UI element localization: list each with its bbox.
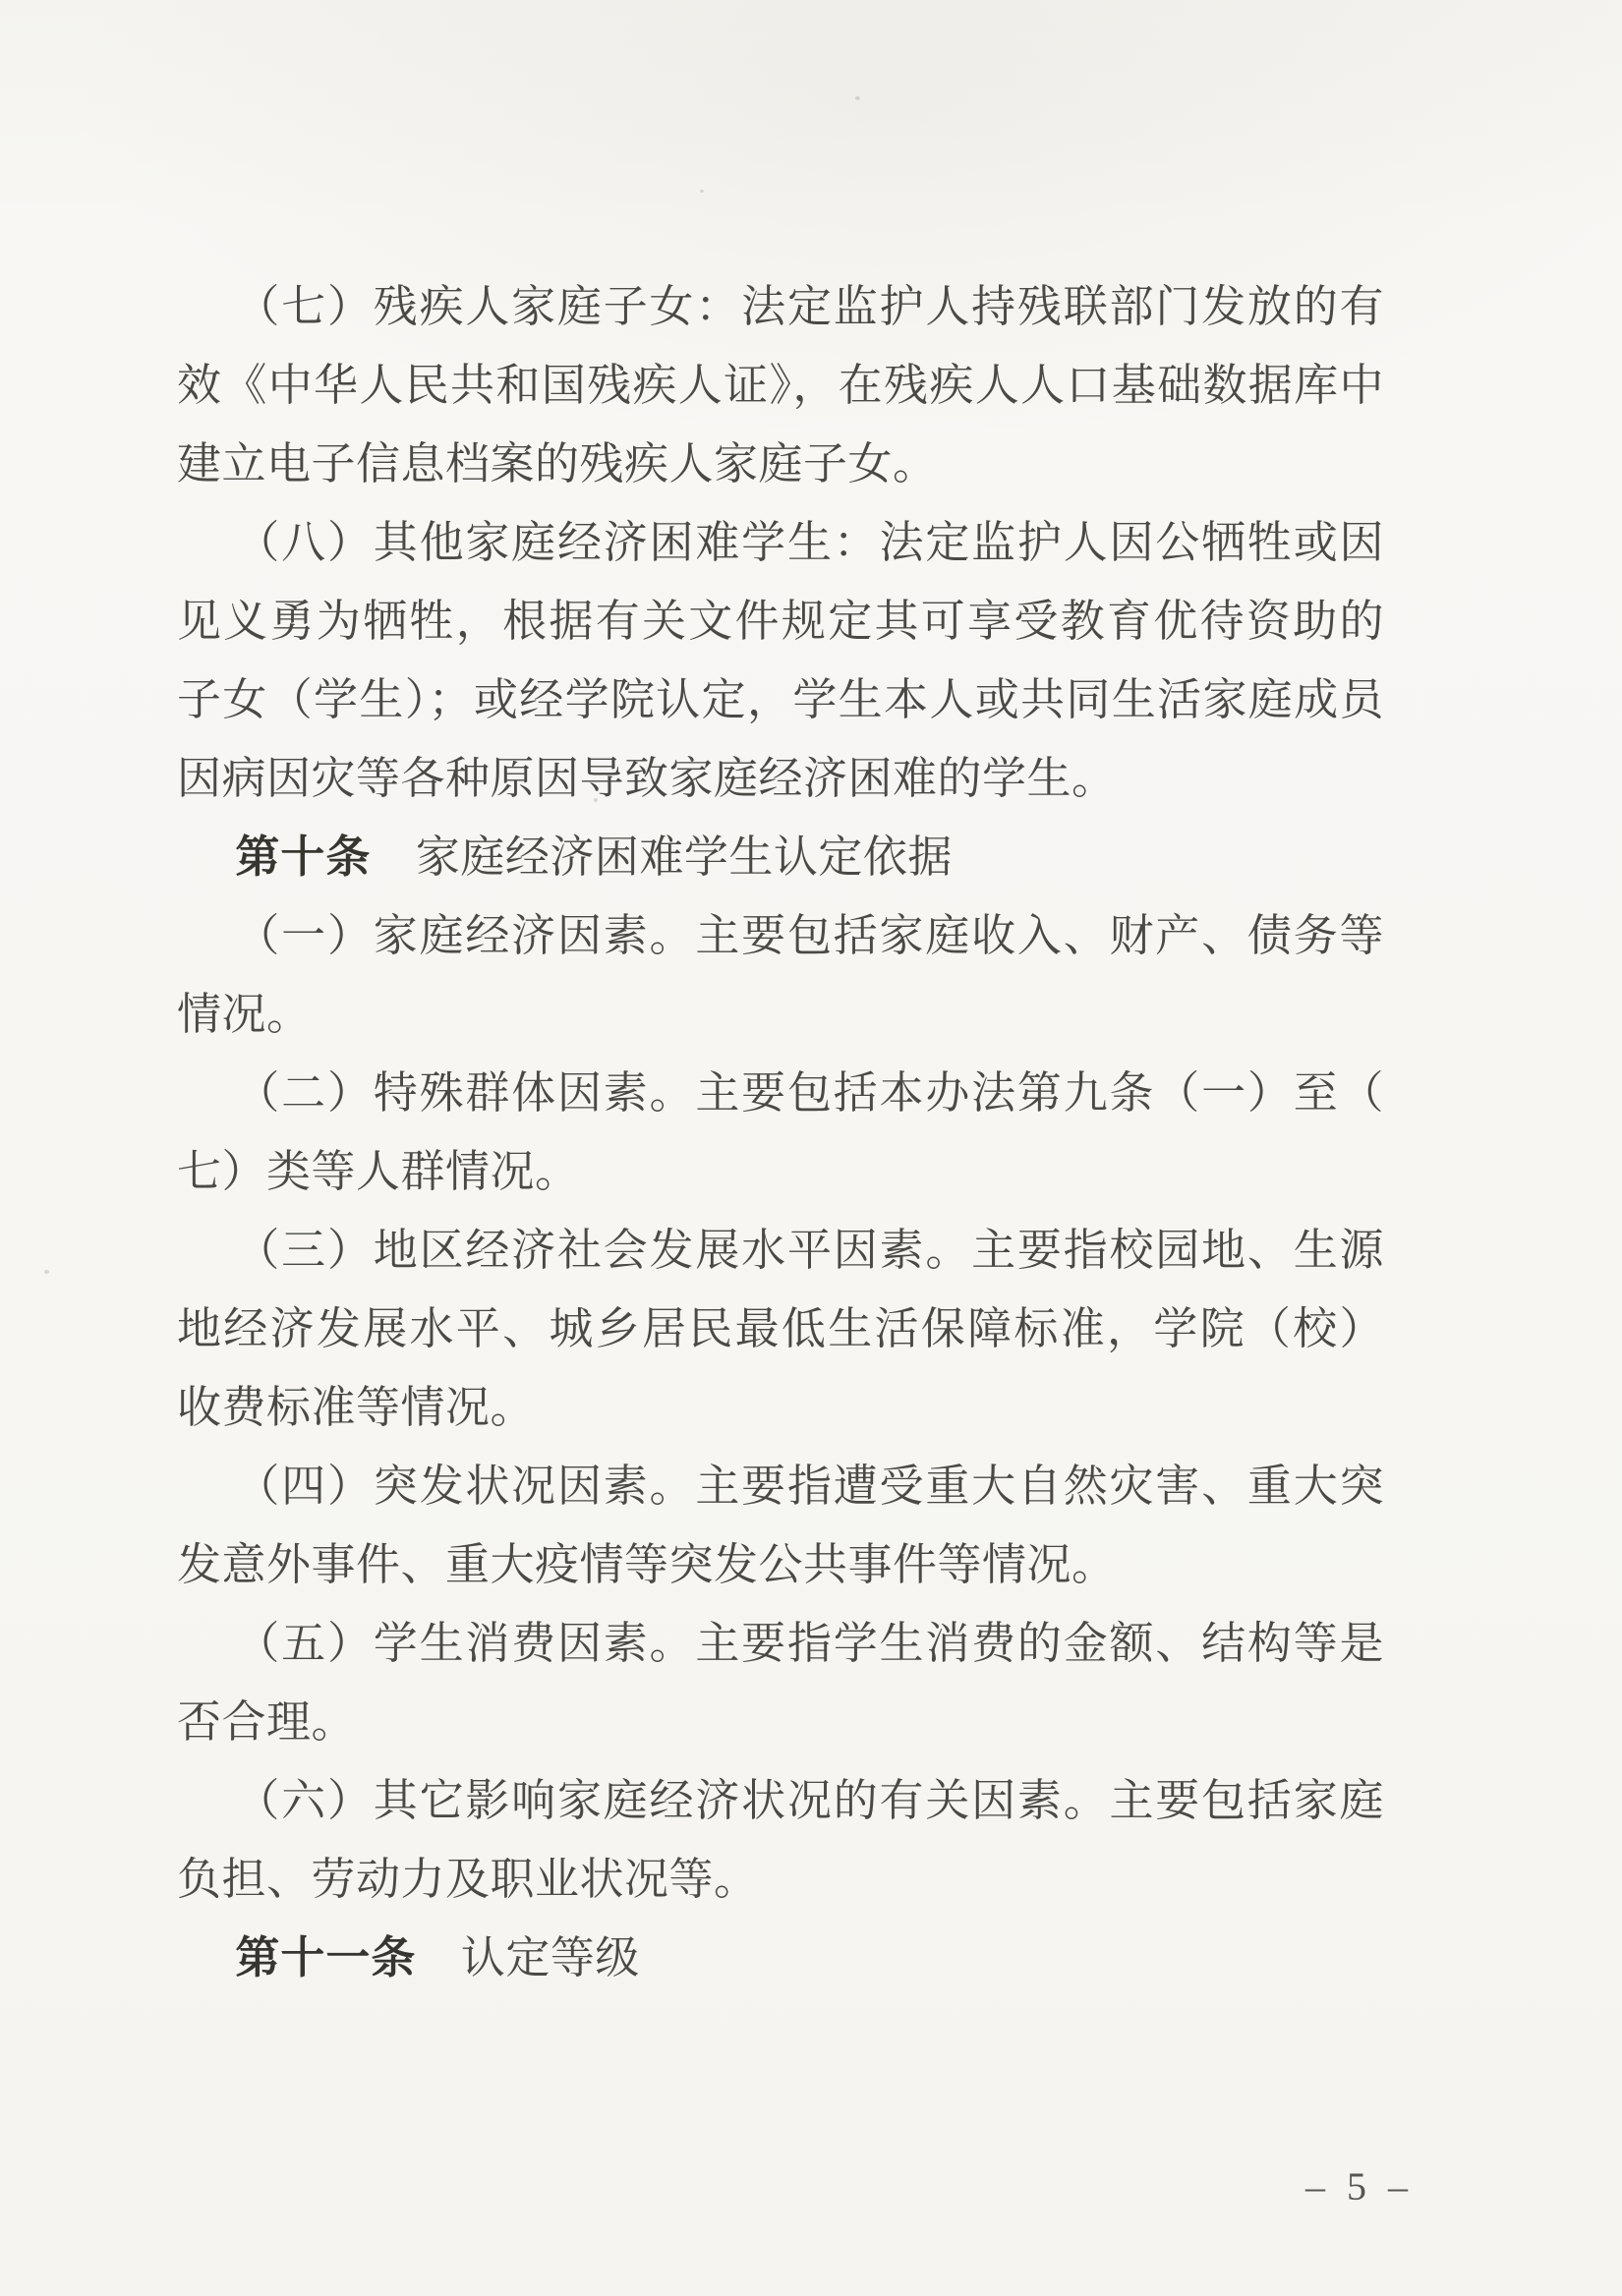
paragraph-10: 第十一条 认定等级 bbox=[235, 1933, 640, 1982]
paragraph-1: （七）残疾人家庭子女：法定监护人持残联部门发放的有效《中华人民共和国残疾人证》，在残疾人人口基础数据库中建立电子信息档案的残疾人家庭子女。 bbox=[177, 282, 1384, 488]
paragraph-6: （三）地区经济社会发展水平因素。主要指校园地、生源地经济发展水平、城乡居民最低生活保障标准，学院（校）收费标准等情况。 bbox=[177, 1226, 1384, 1432]
scan-speck bbox=[44, 1270, 49, 1274]
scan-speck bbox=[700, 190, 704, 193]
scan-speck bbox=[855, 96, 860, 100]
article-number: 第十一条 bbox=[235, 1933, 417, 1982]
article-number: 第十条 bbox=[235, 832, 372, 882]
paragraph-4: （一）家庭经济因素。主要包括家庭收入、财产、债务等情况。 bbox=[177, 911, 1384, 1039]
paragraph-3: 第十条 家庭经济困难学生认定依据 bbox=[235, 832, 953, 882]
paragraph-7: （四）突发状况因素。主要指遭受重大自然灾害、重大突发意外事件、重大疫情等突发公共事件等情况。 bbox=[177, 1462, 1384, 1589]
page-number: – 5 – bbox=[1305, 2164, 1414, 2209]
page-footer bbox=[1305, 2163, 1414, 2210]
paragraph-2: （八）其他家庭经济困难学生：法定监护人因公牺牲或因见义勇为牺牲，根据有关文件规定其可享受教育优待资助的子女（学生）；或经学院认定，学生本人或共同生活家庭成员因病因灾等各种原因导致家庭经济困难的学生。 bbox=[177, 518, 1384, 803]
paragraph-9: （六）其它影响家庭经济状况的有关因素。主要包括家庭负担、劳动力及职业状况等。 bbox=[177, 1776, 1384, 1904]
paragraph-5: （二）特殊群体因素。主要包括本办法第九条（一）至（七）类等人群情况。 bbox=[177, 1068, 1384, 1196]
paragraph-8: （五）学生消费因素。主要指学生消费的金额、结构等是否合理。 bbox=[177, 1619, 1384, 1747]
document-body bbox=[177, 267, 1384, 1997]
